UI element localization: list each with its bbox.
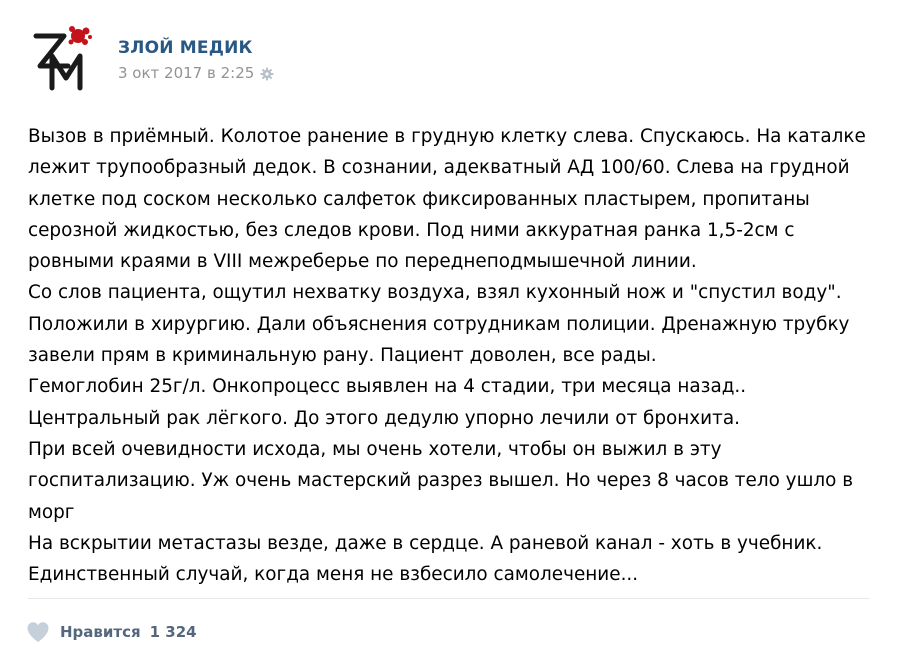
like-button[interactable] [26,618,197,646]
post-text-line: При всей очевидности исхода, мы очень хотели, чтобы он выжил в эту [28,438,722,460]
post-text-line: клетке под соском несколько салфеток фиксированных пластырем, пропитаны [28,188,810,210]
post-text-line: Единственный случай, когда меня не взбесило самолечение... [28,564,639,586]
post-date[interactable]: 3 окт 2017 в 2:25 [118,64,255,82]
post-text-line: На вскрытии метастазы везде, даже в сердце. А раневой канал - хоть в учебник. [28,532,823,554]
gear-icon[interactable] [260,66,274,80]
post-text [28,121,878,590]
post-text-line: Вызов в приёмный. Колотое ранение в грудную клетку слева. Спускаюсь. На каталке [28,126,866,147]
author-avatar[interactable] [28,22,98,92]
evil-medic-logo-icon [28,22,98,92]
post-text-line: Гемоглобин 25г/л. Онкопроцесс выявлен на 4 стадии, три месяца назад.. [28,376,747,398]
post-text-line: морг [28,501,75,523]
post-text-line: ровными краями в VIII межреберье по переднеподмышечной линии. [28,251,697,273]
post-text-line: серозной жидкостью, без следов крови. Под ними аккуратная ранка 1,5-2см с [28,219,795,241]
heart-icon [26,621,50,643]
post-divider [28,598,870,599]
post-date-row [118,64,274,82]
post-text-line: госпитализацию. Уж очень мастерский разрез вышел. Но через 8 часов тело ушло в [28,470,854,492]
author-name-link[interactable]: ЗЛОЙ МЕДИК [118,38,253,58]
post-text-line: завели прям в криминальную рану. Пациент доволен, все рады. [28,345,657,367]
like-label: Нравится [60,623,141,641]
post-text-line: Со слов пациента, ощутил нехватку воздуха, взял кухонный нож и "спустил воду". [28,282,842,304]
post-text-line: Положили в хирургию. Дали объяснения сотрудникам полиции. Дренажную трубку [28,313,850,335]
post-text-line: Центральный рак лёгкого. До этого дедулю упорно лечили от бронхита. [28,407,740,429]
post-text-line: лежит трупообразный дедок. В сознании, адекватный АД 100/60. Слева на грудной [28,157,850,179]
like-count: 1 324 [149,623,197,641]
